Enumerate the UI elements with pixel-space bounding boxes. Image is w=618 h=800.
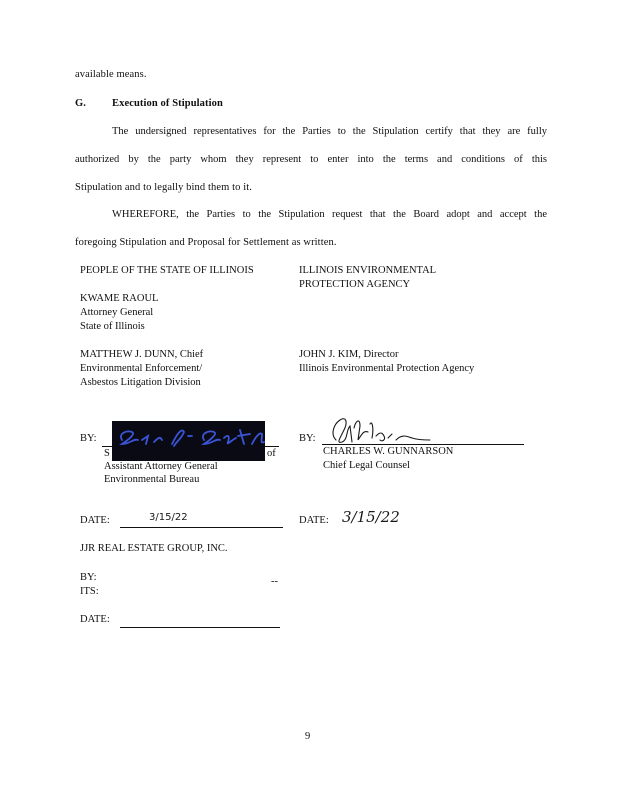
left-date-line	[120, 527, 283, 528]
right-party-name-line2: PROTECTION AGENCY	[299, 279, 411, 290]
paragraph-line: authorized by the party whom they represent to enter into the terms and conditions of this	[75, 154, 547, 165]
chief-name: MATTHEW J. DUNN, Chief	[80, 349, 204, 360]
left-signer-suffix: of	[267, 448, 276, 459]
attorney-general-name: KWAME RAOUL	[80, 293, 159, 304]
chief-division-line2: Asbestos Litigation Division	[80, 377, 201, 388]
director-name: JOHN J. KIM, Director	[299, 349, 399, 360]
third-party-date-label: DATE:	[80, 614, 110, 625]
paragraph-line: WHEREFORE, the Parties to the Stipulation request that the Board adopt and accept the	[112, 209, 547, 220]
right-party-name-line1: ILLINOIS ENVIRONMENTAL	[299, 265, 437, 276]
paragraph-line: Stipulation and to legally bind them to it.	[75, 182, 252, 193]
right-date-value: 3/15/22	[342, 508, 400, 526]
section-number: G.	[75, 98, 86, 109]
third-party-by-label: BY:	[80, 572, 97, 583]
right-signer-name: CHARLES W. GUNNARSON	[323, 446, 454, 457]
third-party-name: JJR REAL ESTATE GROUP, INC.	[80, 543, 228, 554]
right-date-label: DATE:	[299, 515, 329, 526]
left-party-name: PEOPLE OF THE STATE OF ILLINOIS	[80, 265, 254, 276]
right-signer-title: Chief Legal Counsel	[323, 460, 410, 471]
paragraph-continuation: available means.	[75, 69, 147, 80]
attorney-general-title: Attorney General	[80, 307, 154, 318]
section-title: Execution of Stipulation	[112, 98, 223, 109]
right-by-label: BY:	[299, 433, 316, 444]
third-party-its-label: ITS:	[80, 586, 99, 597]
left-signer-title2: Environmental Bureau	[104, 474, 200, 485]
left-date-label: DATE:	[80, 515, 110, 526]
left-by-label: BY:	[80, 433, 97, 444]
director-agency: Illinois Environmental Protection Agency	[299, 363, 475, 374]
third-party-date-line	[120, 627, 280, 628]
left-signer-initial: S	[104, 448, 110, 459]
chief-division-line1: Environmental Enforcement/	[80, 363, 203, 374]
third-party-dash-mark: --	[271, 576, 278, 587]
left-signature-image	[112, 418, 268, 454]
left-signer-title1: Assistant Attorney General	[104, 461, 218, 472]
paragraph-line: The undersigned representatives for the Parties to the Stipulation certify that they are fully	[112, 126, 547, 137]
paragraph-line: foregoing Stipulation and Proposal for Settlement as written.	[75, 237, 337, 248]
page-number: 9	[305, 731, 311, 742]
attorney-general-state: State of Illinois	[80, 321, 145, 332]
left-date-value: 3/15/22	[149, 512, 188, 523]
